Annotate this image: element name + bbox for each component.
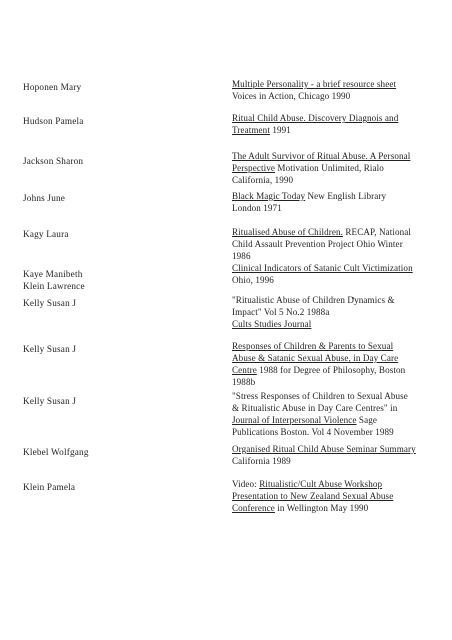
reference-line xyxy=(232,443,444,455)
underlined-title-text: Abuse & Satanic Sexual Abuse, in Day Care xyxy=(232,353,399,363)
reference-text: "Ritualistic Abuse of Children Dynamics & xyxy=(232,295,395,305)
author-name: Hudson Pamela xyxy=(23,116,84,126)
underlined-title-text: Presentation to New Zealand Sexual Abuse xyxy=(232,491,394,501)
reference-text: 1988b xyxy=(232,377,256,387)
underlined-title-text: Black Magic Today xyxy=(232,191,306,201)
entry-author xyxy=(23,297,203,309)
entry-author xyxy=(23,81,203,93)
reference-line xyxy=(232,294,444,306)
entry-reference xyxy=(232,390,444,438)
reference-line xyxy=(232,364,444,376)
underlined-title-text: Perspective xyxy=(232,163,276,173)
entry-reference xyxy=(232,78,444,102)
reference-line xyxy=(232,318,444,330)
entry-reference xyxy=(232,340,444,388)
reference-line xyxy=(232,250,444,262)
entry-reference xyxy=(232,294,444,330)
reference-line xyxy=(232,352,444,364)
entry-reference xyxy=(232,478,444,514)
entry-author xyxy=(23,268,203,292)
reference-line xyxy=(232,414,444,426)
reference-line xyxy=(232,426,444,438)
author-name: Kelly Susan J xyxy=(23,344,77,354)
entry-reference xyxy=(232,190,444,214)
entry-author xyxy=(23,343,203,355)
reference-line xyxy=(232,124,444,136)
reference-line xyxy=(232,202,444,214)
author-name: Kaye Manibeth xyxy=(23,269,83,279)
entry-author xyxy=(23,446,203,458)
underlined-title-text: Ritual Child Abuse. Discovery Diagnois and xyxy=(232,113,399,123)
entry-author xyxy=(23,481,203,493)
underlined-title-text: Conference xyxy=(232,503,275,513)
author-name: Klebel Wolfgang xyxy=(23,447,89,457)
reference-text: California 1989 xyxy=(232,456,291,466)
underlined-title-text: Ritualised Abuse of Children. xyxy=(232,227,344,237)
reference-text: 1991 xyxy=(269,125,291,135)
author-name: Klein Lawrence xyxy=(23,281,85,291)
reference-line xyxy=(232,390,444,402)
reference-line xyxy=(232,78,444,90)
entry-author xyxy=(23,192,203,204)
underlined-title-text: Multiple Personality - a brief resource sheet xyxy=(232,79,397,89)
reference-text: Motivation Unlimited, Rialo xyxy=(275,163,384,173)
reference-text: "Stress Responses of Children to Sexual Abuse xyxy=(232,391,408,401)
entry-author xyxy=(23,228,203,240)
reference-text: RECAP, National xyxy=(343,227,412,237)
reference-line xyxy=(232,174,444,186)
reference-line xyxy=(232,226,444,238)
reference-text: Sage xyxy=(356,415,378,425)
underlined-title-text: Centre xyxy=(232,365,257,375)
author-name: Jackson Sharon xyxy=(23,156,84,166)
reference-line xyxy=(232,90,444,102)
reference-text: Child Assault Prevention Project Ohio Winter xyxy=(232,239,403,249)
reference-line xyxy=(232,502,444,514)
reference-text: Ohio, 1996 xyxy=(232,275,274,285)
reference-line xyxy=(232,340,444,352)
author-name: Kagy Laura xyxy=(23,229,69,239)
underlined-title-text: Organised Ritual Child Abuse Seminar Summary xyxy=(232,444,416,454)
reference-text: Impact" Vol 5 No.2 1988a xyxy=(232,307,330,317)
reference-line xyxy=(232,262,444,274)
reference-text: Video: xyxy=(232,479,260,489)
reference-line xyxy=(232,238,444,250)
entry-author xyxy=(23,115,203,127)
underlined-title-text: Responses of Children & Parents to Sexual xyxy=(232,341,394,351)
reference-line xyxy=(232,150,444,162)
reference-text: California, 1990 xyxy=(232,175,294,185)
reference-line xyxy=(232,306,444,318)
reference-text: Publications Boston. Vol 4 November 1989 xyxy=(232,427,394,437)
underlined-title-text: Clinical Indicators of Satanic Cult Victimization xyxy=(232,263,413,273)
underlined-title-text: Ritualistic/Cult Abuse Workshop xyxy=(259,479,383,489)
entry-reference xyxy=(232,443,444,467)
reference-line xyxy=(232,190,444,202)
entry-reference xyxy=(232,112,444,136)
reference-line xyxy=(232,402,444,414)
reference-line xyxy=(232,478,444,490)
reference-line xyxy=(232,162,444,174)
entry-reference xyxy=(232,262,444,286)
author-name: Klein Pamela xyxy=(23,482,76,492)
entry-reference xyxy=(232,150,444,186)
author-name: Kelly Susan J xyxy=(23,396,77,406)
entry-author xyxy=(23,155,203,167)
reference-text: Voices in Action, Chicago 1990 xyxy=(232,91,351,101)
underlined-title-text: Treatment xyxy=(232,125,270,135)
reference-text: New English Library xyxy=(305,191,387,201)
reference-text: 1988 for Degree of Philosophy, Boston xyxy=(256,365,406,375)
reference-line xyxy=(232,376,444,388)
author-name: Johns June xyxy=(23,193,66,203)
underlined-title-text: Cults Studies Journal xyxy=(232,319,312,329)
reference-line xyxy=(232,490,444,502)
underlined-title-text: Journal of Interpersonal Violence xyxy=(232,415,357,425)
author-name: Kelly Susan J xyxy=(23,298,77,308)
entry-author xyxy=(23,395,203,407)
reference-line xyxy=(232,112,444,124)
reference-line xyxy=(232,274,444,286)
entry-reference xyxy=(232,226,444,262)
reference-line xyxy=(232,455,444,467)
reference-text: 1986 xyxy=(232,251,251,261)
reference-text: London 1971 xyxy=(232,203,282,213)
reference-text: in Wellington May 1990 xyxy=(274,503,369,513)
underlined-title-text: The Adult Survivor of Ritual Abuse. A Personal xyxy=(232,151,411,161)
reference-text: & Ritualistic Abuse in Day Care Centres" in xyxy=(232,403,398,413)
author-name: Hoponen Mary xyxy=(23,82,82,92)
